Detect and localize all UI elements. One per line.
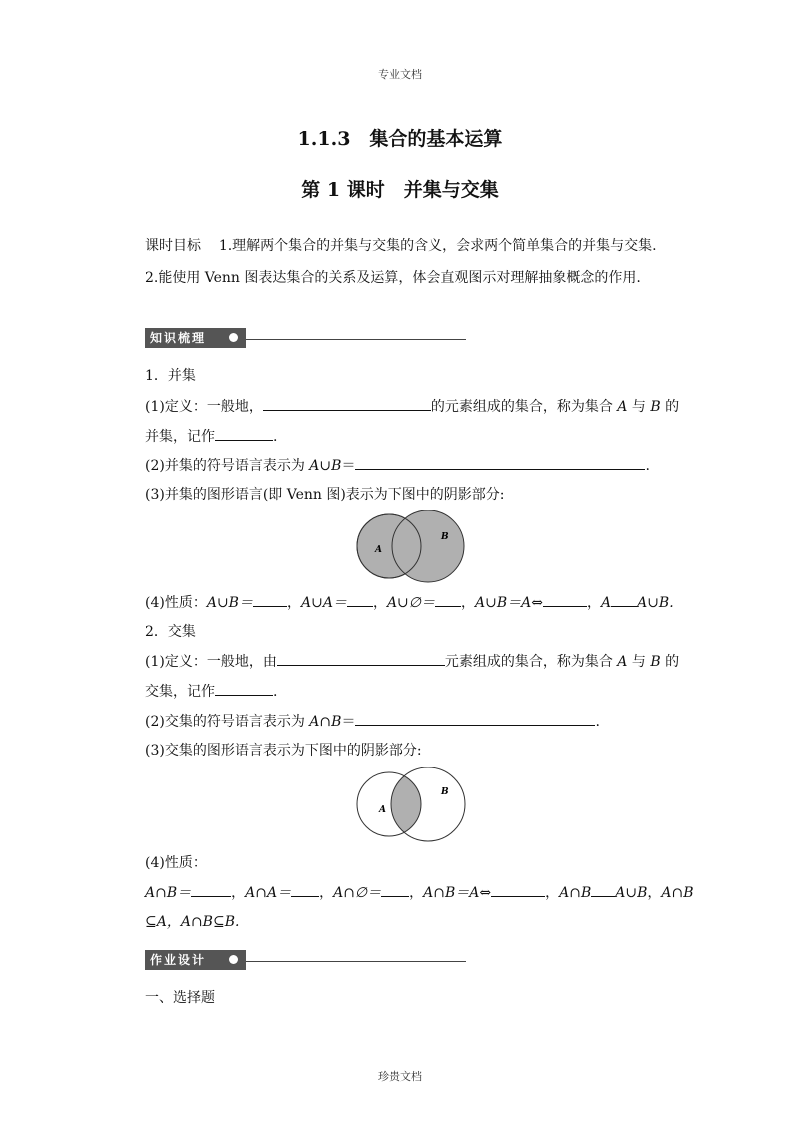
union-prop-blank-1[interactable] — [253, 592, 287, 607]
page-header: 专业文档 — [378, 68, 422, 81]
page-footer: 珍贵文档 — [378, 1070, 422, 1083]
union-definition-blank[interactable] — [263, 396, 431, 411]
intersection-symbol-line: (2)交集的符号语言表示为 A∩B＝ . — [145, 711, 600, 732]
union-symbol-blank[interactable] — [355, 455, 645, 470]
intersection-properties-line: A∩B＝ ，A∩A＝ ，A∩∅＝ ，A∩B＝A⇔ ，A∩B A∪B，A∩B — [145, 882, 694, 903]
union-prop-blank-2[interactable] — [347, 592, 373, 607]
exercise-heading: 一、选择题 — [145, 990, 215, 1006]
intersection-definition-line-2: 交集，记作 . — [145, 681, 277, 702]
union-venn-diagram — [355, 510, 470, 585]
venn-label-b: B — [441, 787, 449, 797]
intersection-properties-label: (4)性质： — [145, 855, 207, 871]
union-definition-line-2: 并集，记作 . — [145, 426, 277, 447]
section-homework-label: 作业设计 — [145, 950, 246, 970]
goals-text-1: 1.理解两个集合的并集与交集的含义，会求两个简单集合的并集与交集. — [218, 238, 657, 254]
section-knowledge-label: 知识梳理 — [145, 328, 246, 348]
intersection-prop-blank-5[interactable] — [591, 882, 615, 897]
union-notation-blank[interactable] — [215, 426, 273, 441]
intersection-prop-blank-2[interactable] — [291, 882, 319, 897]
union-properties-line: (4)性质：A∪B＝ ，A∪A＝ ，A∪∅＝ ，A∪B＝A⇔ ，A A∪B. — [145, 592, 674, 613]
intersection-definition-line-1: (1)定义：一般地，由 元素组成的集合，称为集合 A 与 B 的 — [145, 651, 679, 672]
intersection-notation-blank[interactable] — [215, 681, 273, 696]
goals-line-2: 2.能使用 Venn 图表达集合的关系及运算，体会直观图示对理解抽象概念的作用. — [145, 270, 641, 286]
intersection-properties-line-2: ⊆A，A∩B⊆B. — [145, 914, 240, 930]
section-dot-icon — [229, 955, 238, 964]
section-divider — [246, 339, 466, 340]
intersection-prop-blank-4[interactable] — [491, 882, 545, 897]
section-divider — [246, 961, 466, 962]
union-prop-blank-5[interactable] — [611, 592, 637, 607]
page-subtitle: 第 1 课时 并集与交集 — [301, 179, 499, 201]
goals-label: 课时目标 — [145, 238, 201, 254]
intersection-prop-blank-3[interactable] — [381, 882, 409, 897]
union-graph-line: (3)并集的图形语言(即 Venn 图)表示为下图中的阴影部分: — [145, 487, 505, 503]
intersection-heading: 2．交集 — [145, 624, 196, 640]
union-symbol-line: (2)并集的符号语言表示为 A∪B＝ . — [145, 455, 650, 476]
goals-line-1 — [145, 236, 657, 256]
intersection-venn-diagram — [355, 767, 470, 845]
section-dot-icon — [229, 333, 238, 342]
union-heading: 1．并集 — [145, 368, 196, 384]
intersection-prop-blank-1[interactable] — [191, 882, 231, 897]
intersection-graph-line: (3)交集的图形语言表示为下图中的阴影部分: — [145, 743, 422, 759]
venn-label-b: B — [441, 532, 449, 542]
intersection-definition-blank[interactable] — [277, 651, 445, 666]
venn-label-a: A — [379, 805, 386, 815]
page-title: 1.1.3 集合的基本运算 — [297, 128, 503, 150]
venn-circle-b — [392, 510, 464, 582]
venn-label-a: A — [375, 545, 382, 555]
union-prop-blank-3[interactable] — [435, 592, 461, 607]
union-definition-line-1: (1)定义：一般地， 的元素组成的集合，称为集合 A 与 B 的 — [145, 396, 679, 417]
union-prop-blank-4[interactable] — [543, 592, 587, 607]
intersection-symbol-blank[interactable] — [355, 711, 595, 726]
